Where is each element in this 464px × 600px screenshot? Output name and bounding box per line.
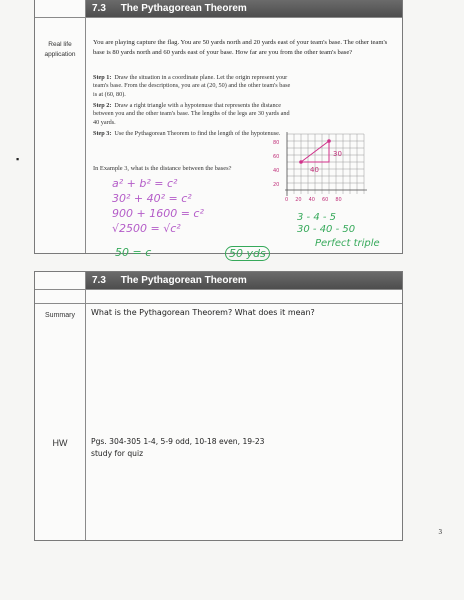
work-line-2: 30² + 40² = c² (112, 192, 192, 205)
section-header (86, 0, 402, 17)
notes-panel-top (34, 0, 403, 260)
header-rule (35, 289, 402, 290)
side-label-summary: Summary (45, 312, 75, 319)
section-number: 7.3 (92, 3, 106, 14)
section-number: 7.3 (92, 275, 106, 286)
graph-y-ticks (273, 136, 279, 192)
step-1-text: Draw the situation in a coordinate plane. Let the origin represent your team's base. From the descriptions, you are at (20, 50) and the other team's base is at (60, 80). (93, 74, 291, 98)
margin-rule (85, 0, 86, 253)
work-line-3: 900 + 1600 = c² (112, 207, 204, 220)
step-2 (93, 102, 293, 127)
handwritten-work (112, 176, 204, 236)
margin-rule (85, 272, 86, 540)
section-header (86, 272, 402, 289)
triple-notes (297, 212, 355, 236)
page-number: 3 (438, 528, 442, 536)
side-label-real-life: Real life application (44, 41, 76, 58)
graph-x-ticks (285, 197, 342, 203)
example-question: In Example 3, what is the distance between the bases? (93, 165, 232, 172)
hw-line-2: study for quiz (91, 449, 144, 458)
answer-line: 50 = c (115, 246, 152, 259)
problem-intro: You are playing capture the flag. You are 50 yards north and 20 yards east of your team's base. The other team's base is 80 yards north and 60 yards east of your base. How far are you from the other team's base? (93, 39, 388, 56)
x-tick-0: 0 (285, 197, 289, 203)
x-tick-40: 40 (308, 197, 315, 203)
x-tick-60: 60 (321, 197, 329, 203)
step-2-label: Step 2: (93, 102, 112, 109)
step-2-text: Draw a right triangle with a hypotenuse that represents the distance between you and the other team's base. The lengths of the legs are 30 yards and 40 yards. (93, 102, 290, 126)
step-1-label: Step 1: (93, 74, 112, 81)
hw-line-1: Pgs. 304-305 1-4, 5-9 odd, 10-18 even, 19-23 (91, 437, 265, 446)
answer-yards: 50 yds (225, 246, 270, 261)
x-tick-80: 80 (335, 197, 342, 203)
triple-note: Perfect triple (315, 238, 380, 249)
x-tick-20: 20 (295, 197, 302, 203)
triple-line-1: 3 - 4 - 5 (297, 212, 337, 223)
side-label-hw: HW (52, 438, 68, 448)
step-1 (93, 74, 293, 99)
notes-panel-bottom (34, 271, 403, 541)
y-tick-40: 40 (273, 168, 280, 174)
step-3-text: Use the Pythagorean Theorem to find the length of the hypotenuse. (114, 130, 281, 137)
y-tick-80: 80 (273, 140, 280, 146)
y-tick-60: 60 (273, 154, 280, 160)
margin-mark: ▪ (16, 154, 20, 164)
section-title: The Pythagorean Theorem (120, 275, 247, 286)
y-tick-20: 20 (273, 182, 280, 188)
leg-horizontal-label: 40 (310, 166, 319, 174)
triple-line-2: 30 - 40 - 50 (297, 224, 356, 235)
work-line-1: a² + b² = c² (112, 177, 178, 190)
leg-vertical-label: 30 (333, 150, 342, 158)
section-title: The Pythagorean Theorem (120, 3, 247, 14)
summary-question: What is the Pythagorean Theorem? What does it mean? (91, 308, 315, 317)
step-3-label: Step 3: (93, 130, 112, 137)
step-3 (93, 130, 293, 138)
header-rule (35, 17, 402, 18)
summary-rule (35, 303, 402, 304)
work-line-4: √2500 = √c² (112, 222, 181, 235)
